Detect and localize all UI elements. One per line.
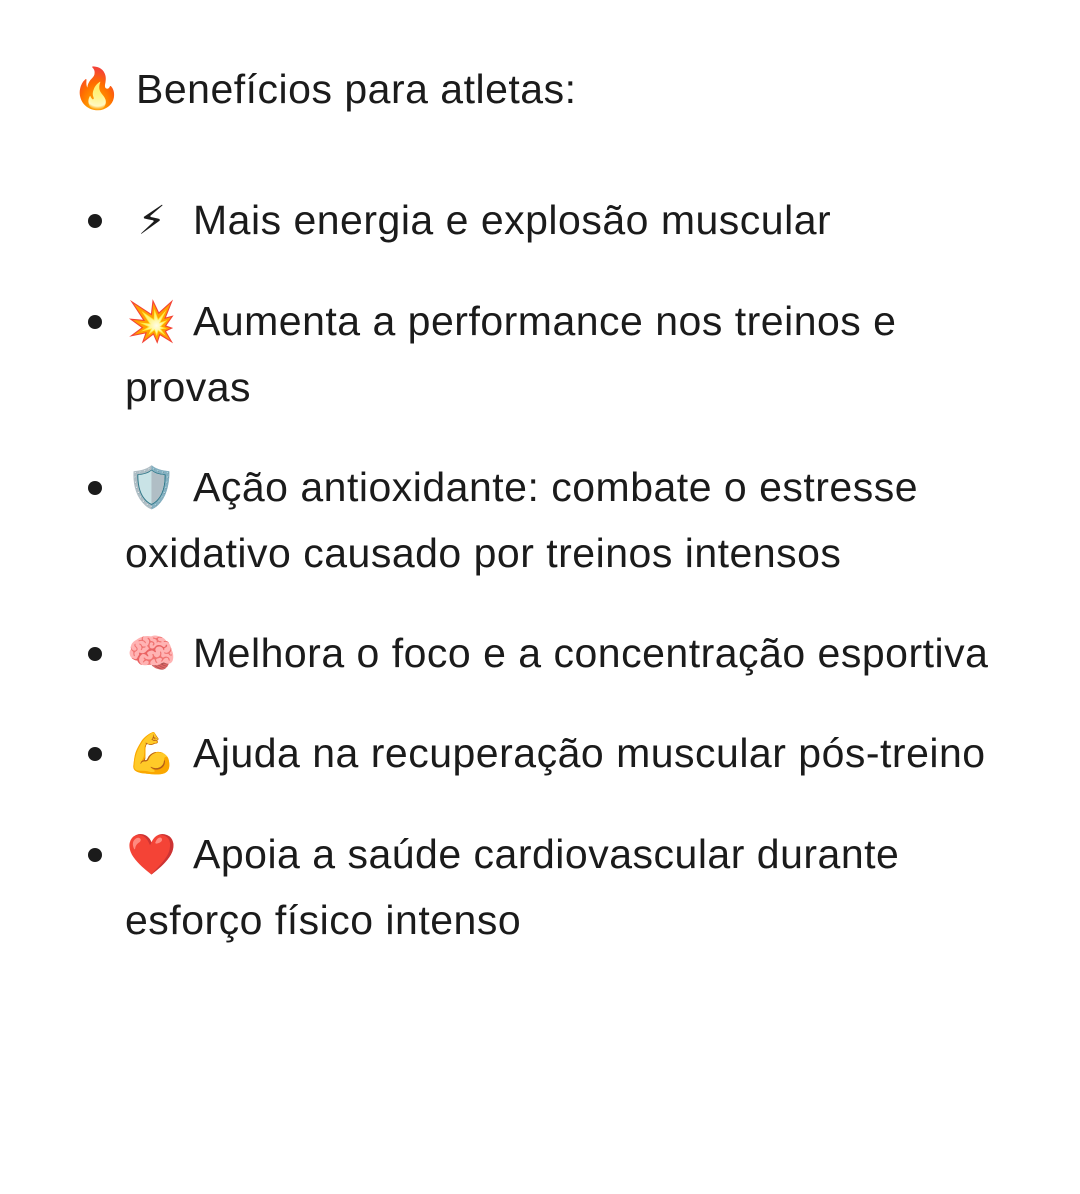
- bullet-dot: [88, 214, 102, 228]
- bullet-dot: [88, 481, 102, 495]
- list-item: [0, 455, 1080, 587]
- list-item-text: Ação antioxidante: combate o estresse oxidativo causado por treinos intensos: [125, 463, 919, 576]
- list-item: [0, 721, 1080, 788]
- shield-icon: 🛡️: [126, 465, 178, 510]
- bullet-dot: [88, 315, 102, 329]
- lightning-icon: ⚡: [137, 199, 167, 243]
- bullet-dot: [88, 647, 102, 661]
- bullet-dot: [88, 747, 102, 761]
- heading-text: Benefícios para atletas:: [136, 66, 577, 112]
- list-item-text: Melhora o foco e a concentração esportiva: [193, 629, 989, 676]
- list-item: [0, 289, 1080, 421]
- bullet-dot: [88, 848, 102, 862]
- brain-icon: 🧠: [126, 631, 178, 676]
- list-item: [0, 188, 1080, 255]
- flexed-biceps-icon: 💪: [126, 732, 178, 776]
- list-item: [0, 621, 1080, 688]
- fire-icon: 🔥: [72, 67, 123, 111]
- red-heart-icon: ❤️: [126, 832, 178, 877]
- list-item-text: Apoia a saúde cardiovascular durante esforço físico intenso: [125, 830, 900, 943]
- list-item-text: Mais energia e explosão muscular: [193, 197, 832, 243]
- list-item: [0, 822, 1080, 954]
- section-heading: [72, 60, 576, 118]
- benefits-list: [0, 188, 1080, 988]
- list-item-text: Ajuda na recuperação muscular pós-treino: [193, 730, 986, 776]
- collision-icon: 💥: [126, 299, 178, 344]
- list-item-text: Aumenta a performance nos treinos e provas: [125, 297, 897, 410]
